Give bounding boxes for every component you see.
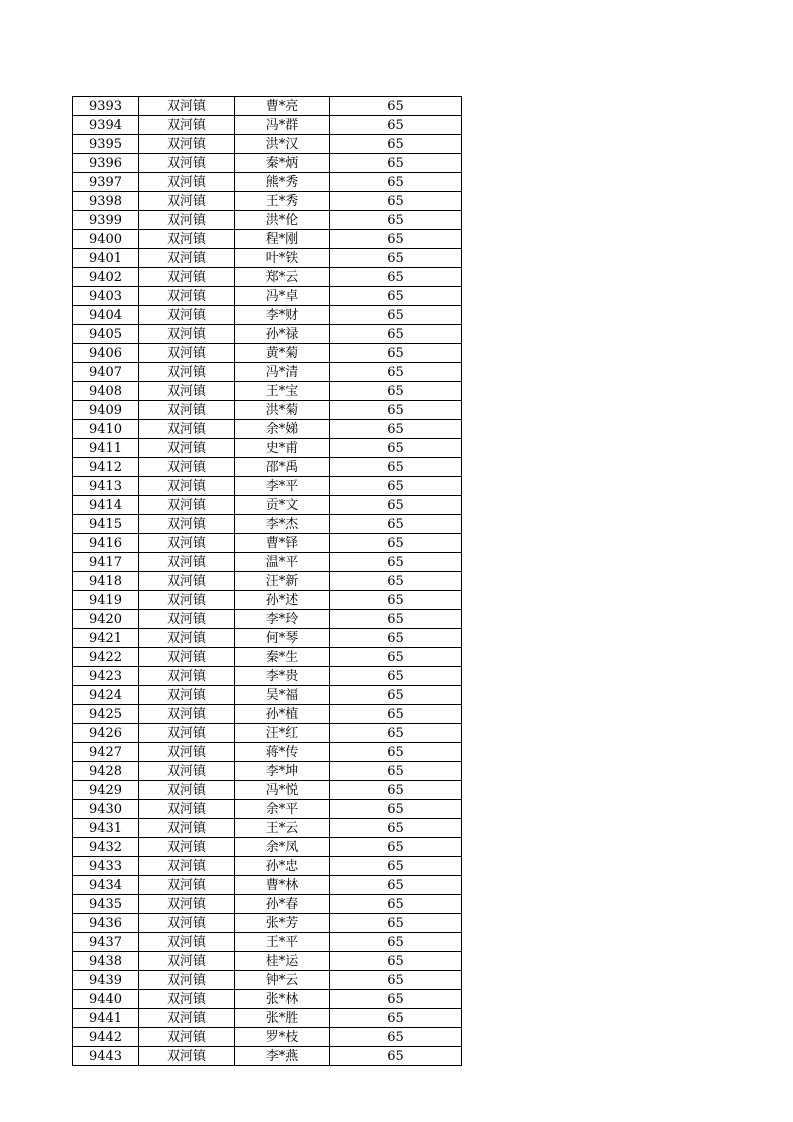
row-id-cell: 9404	[73, 306, 139, 325]
name-cell: 余*平	[235, 800, 330, 819]
name-cell: 邵*禹	[235, 458, 330, 477]
table-row	[73, 344, 462, 363]
town-cell: 双河镇	[139, 363, 235, 382]
name-cell: 孙*述	[235, 591, 330, 610]
name-cell: 秦*炳	[235, 154, 330, 173]
table-row	[73, 192, 462, 211]
amount-cell: 65	[330, 496, 462, 515]
name-cell: 冯*群	[235, 116, 330, 135]
amount-cell: 65	[330, 705, 462, 724]
amount-cell: 65	[330, 553, 462, 572]
row-id-cell: 9409	[73, 401, 139, 420]
table-row	[73, 287, 462, 306]
row-id-cell: 9412	[73, 458, 139, 477]
town-cell: 双河镇	[139, 534, 235, 553]
table-row	[73, 211, 462, 230]
row-id-cell: 9393	[73, 97, 139, 116]
amount-cell: 65	[330, 762, 462, 781]
table-row	[73, 705, 462, 724]
name-cell: 王*秀	[235, 192, 330, 211]
amount-cell: 65	[330, 1047, 462, 1066]
row-id-cell: 9394	[73, 116, 139, 135]
town-cell: 双河镇	[139, 306, 235, 325]
amount-cell: 65	[330, 667, 462, 686]
amount-cell: 65	[330, 800, 462, 819]
town-cell: 双河镇	[139, 610, 235, 629]
town-cell: 双河镇	[139, 800, 235, 819]
name-cell: 李*坤	[235, 762, 330, 781]
row-id-cell: 9437	[73, 933, 139, 952]
town-cell: 双河镇	[139, 990, 235, 1009]
name-cell: 冯*悦	[235, 781, 330, 800]
name-cell: 孙*忠	[235, 857, 330, 876]
row-id-cell: 9427	[73, 743, 139, 762]
amount-cell: 65	[330, 534, 462, 553]
town-cell: 双河镇	[139, 325, 235, 344]
town-cell: 双河镇	[139, 439, 235, 458]
table-row	[73, 97, 462, 116]
row-id-cell: 9426	[73, 724, 139, 743]
amount-cell: 65	[330, 401, 462, 420]
town-cell: 双河镇	[139, 268, 235, 287]
table-row	[73, 1047, 462, 1066]
name-cell: 孙*植	[235, 705, 330, 724]
table-row	[73, 914, 462, 933]
amount-cell: 65	[330, 648, 462, 667]
row-id-cell: 9408	[73, 382, 139, 401]
amount-cell: 65	[330, 743, 462, 762]
amount-cell: 65	[330, 344, 462, 363]
town-cell: 双河镇	[139, 629, 235, 648]
name-cell: 李*财	[235, 306, 330, 325]
amount-cell: 65	[330, 306, 462, 325]
town-cell: 双河镇	[139, 667, 235, 686]
name-cell: 余*娣	[235, 420, 330, 439]
amount-cell: 65	[330, 268, 462, 287]
town-cell: 双河镇	[139, 192, 235, 211]
table-row	[73, 268, 462, 287]
name-cell: 曹*铎	[235, 534, 330, 553]
town-cell: 双河镇	[139, 914, 235, 933]
amount-cell: 65	[330, 249, 462, 268]
table-row	[73, 895, 462, 914]
town-cell: 双河镇	[139, 572, 235, 591]
town-cell: 双河镇	[139, 819, 235, 838]
name-cell: 何*琴	[235, 629, 330, 648]
town-cell: 双河镇	[139, 686, 235, 705]
name-cell: 钟*云	[235, 971, 330, 990]
amount-cell: 65	[330, 287, 462, 306]
name-cell: 洪*汉	[235, 135, 330, 154]
amount-cell: 65	[330, 192, 462, 211]
name-cell: 冯*清	[235, 363, 330, 382]
town-cell: 双河镇	[139, 857, 235, 876]
amount-cell: 65	[330, 572, 462, 591]
name-cell: 罗*枝	[235, 1028, 330, 1047]
town-cell: 双河镇	[139, 952, 235, 971]
table-row	[73, 838, 462, 857]
name-cell: 洪*伦	[235, 211, 330, 230]
table-row	[73, 306, 462, 325]
row-id-cell: 9439	[73, 971, 139, 990]
name-cell: 王*宝	[235, 382, 330, 401]
table-row	[73, 173, 462, 192]
row-id-cell: 9414	[73, 496, 139, 515]
name-cell: 郑*云	[235, 268, 330, 287]
town-cell: 双河镇	[139, 781, 235, 800]
row-id-cell: 9420	[73, 610, 139, 629]
town-cell: 双河镇	[139, 230, 235, 249]
name-cell: 余*凤	[235, 838, 330, 857]
row-id-cell: 9417	[73, 553, 139, 572]
amount-cell: 65	[330, 781, 462, 800]
name-cell: 李*燕	[235, 1047, 330, 1066]
town-cell: 双河镇	[139, 724, 235, 743]
row-id-cell: 9441	[73, 1009, 139, 1028]
table-row	[73, 933, 462, 952]
town-cell: 双河镇	[139, 211, 235, 230]
row-id-cell: 9423	[73, 667, 139, 686]
amount-cell: 65	[330, 686, 462, 705]
row-id-cell: 9434	[73, 876, 139, 895]
amount-cell: 65	[330, 952, 462, 971]
amount-cell: 65	[330, 1028, 462, 1047]
amount-cell: 65	[330, 1009, 462, 1028]
town-cell: 双河镇	[139, 154, 235, 173]
table-row	[73, 743, 462, 762]
town-cell: 双河镇	[139, 553, 235, 572]
row-id-cell: 9422	[73, 648, 139, 667]
table-row	[73, 230, 462, 249]
amount-cell: 65	[330, 420, 462, 439]
name-cell: 叶*铁	[235, 249, 330, 268]
row-id-cell: 9405	[73, 325, 139, 344]
town-cell: 双河镇	[139, 762, 235, 781]
name-cell: 吴*福	[235, 686, 330, 705]
name-cell: 张*林	[235, 990, 330, 1009]
name-cell: 李*贵	[235, 667, 330, 686]
amount-cell: 65	[330, 819, 462, 838]
row-id-cell: 9443	[73, 1047, 139, 1066]
row-id-cell: 9407	[73, 363, 139, 382]
amount-cell: 65	[330, 876, 462, 895]
row-id-cell: 9403	[73, 287, 139, 306]
table-row	[73, 686, 462, 705]
table-row	[73, 154, 462, 173]
table-row	[73, 990, 462, 1009]
row-id-cell: 9395	[73, 135, 139, 154]
table-row	[73, 629, 462, 648]
row-id-cell: 9411	[73, 439, 139, 458]
table-row	[73, 800, 462, 819]
table-row	[73, 781, 462, 800]
town-cell: 双河镇	[139, 287, 235, 306]
town-cell: 双河镇	[139, 173, 235, 192]
table-row	[73, 382, 462, 401]
town-cell: 双河镇	[139, 933, 235, 952]
table-row	[73, 762, 462, 781]
town-cell: 双河镇	[139, 458, 235, 477]
town-cell: 双河镇	[139, 97, 235, 116]
amount-cell: 65	[330, 477, 462, 496]
town-cell: 双河镇	[139, 876, 235, 895]
amount-cell: 65	[330, 325, 462, 344]
row-id-cell: 9438	[73, 952, 139, 971]
name-cell: 孙*春	[235, 895, 330, 914]
row-id-cell: 9413	[73, 477, 139, 496]
amount-cell: 65	[330, 895, 462, 914]
row-id-cell: 9429	[73, 781, 139, 800]
row-id-cell: 9402	[73, 268, 139, 287]
table-row	[73, 496, 462, 515]
table-row	[73, 1009, 462, 1028]
row-id-cell: 9398	[73, 192, 139, 211]
amount-cell: 65	[330, 515, 462, 534]
town-cell: 双河镇	[139, 895, 235, 914]
row-id-cell: 9433	[73, 857, 139, 876]
name-cell: 王*平	[235, 933, 330, 952]
row-id-cell: 9421	[73, 629, 139, 648]
amount-cell: 65	[330, 211, 462, 230]
row-id-cell: 9415	[73, 515, 139, 534]
name-cell: 桂*运	[235, 952, 330, 971]
town-cell: 双河镇	[139, 1047, 235, 1066]
name-cell: 李*玲	[235, 610, 330, 629]
amount-cell: 65	[330, 629, 462, 648]
row-id-cell: 9410	[73, 420, 139, 439]
table-row	[73, 401, 462, 420]
town-cell: 双河镇	[139, 382, 235, 401]
table-row	[73, 876, 462, 895]
row-id-cell: 9400	[73, 230, 139, 249]
amount-cell: 65	[330, 838, 462, 857]
name-cell: 温*平	[235, 553, 330, 572]
town-cell: 双河镇	[139, 1009, 235, 1028]
name-cell: 孙*禄	[235, 325, 330, 344]
table-row	[73, 116, 462, 135]
table-row	[73, 1028, 462, 1047]
name-cell: 张*胜	[235, 1009, 330, 1028]
row-id-cell: 9416	[73, 534, 139, 553]
name-cell: 洪*菊	[235, 401, 330, 420]
amount-cell: 65	[330, 154, 462, 173]
row-id-cell: 9425	[73, 705, 139, 724]
name-cell: 汪*红	[235, 724, 330, 743]
amount-cell: 65	[330, 230, 462, 249]
amount-cell: 65	[330, 857, 462, 876]
name-cell: 冯*卓	[235, 287, 330, 306]
table-row	[73, 477, 462, 496]
table-row	[73, 325, 462, 344]
table-row	[73, 420, 462, 439]
table-body	[73, 97, 462, 1066]
name-cell: 黄*菊	[235, 344, 330, 363]
row-id-cell: 9419	[73, 591, 139, 610]
row-id-cell: 9401	[73, 249, 139, 268]
town-cell: 双河镇	[139, 971, 235, 990]
row-id-cell: 9432	[73, 838, 139, 857]
amount-cell: 65	[330, 363, 462, 382]
town-cell: 双河镇	[139, 1028, 235, 1047]
row-id-cell: 9418	[73, 572, 139, 591]
row-id-cell: 9430	[73, 800, 139, 819]
row-id-cell: 9396	[73, 154, 139, 173]
name-cell: 熊*秀	[235, 173, 330, 192]
name-cell: 程*刚	[235, 230, 330, 249]
table-row	[73, 458, 462, 477]
name-cell: 贡*文	[235, 496, 330, 515]
table-row	[73, 515, 462, 534]
table-row	[73, 667, 462, 686]
name-cell: 王*云	[235, 819, 330, 838]
table-row	[73, 249, 462, 268]
table-row	[73, 648, 462, 667]
amount-cell: 65	[330, 914, 462, 933]
name-cell: 汪*新	[235, 572, 330, 591]
amount-cell: 65	[330, 933, 462, 952]
row-id-cell: 9428	[73, 762, 139, 781]
table-row	[73, 724, 462, 743]
town-cell: 双河镇	[139, 477, 235, 496]
row-id-cell: 9440	[73, 990, 139, 1009]
amount-cell: 65	[330, 990, 462, 1009]
row-id-cell: 9406	[73, 344, 139, 363]
town-cell: 双河镇	[139, 249, 235, 268]
row-id-cell: 9436	[73, 914, 139, 933]
name-cell: 李*杰	[235, 515, 330, 534]
table-row	[73, 553, 462, 572]
amount-cell: 65	[330, 173, 462, 192]
amount-cell: 65	[330, 971, 462, 990]
table-row	[73, 819, 462, 838]
town-cell: 双河镇	[139, 705, 235, 724]
table-row	[73, 591, 462, 610]
name-cell: 李*平	[235, 477, 330, 496]
amount-cell: 65	[330, 439, 462, 458]
row-id-cell: 9424	[73, 686, 139, 705]
row-id-cell: 9399	[73, 211, 139, 230]
name-cell: 曹*亮	[235, 97, 330, 116]
amount-cell: 65	[330, 97, 462, 116]
table-row	[73, 572, 462, 591]
town-cell: 双河镇	[139, 496, 235, 515]
town-cell: 双河镇	[139, 648, 235, 667]
name-cell: 曹*林	[235, 876, 330, 895]
town-cell: 双河镇	[139, 116, 235, 135]
name-cell: 蒋*传	[235, 743, 330, 762]
row-id-cell: 9435	[73, 895, 139, 914]
amount-cell: 65	[330, 458, 462, 477]
table-row	[73, 971, 462, 990]
town-cell: 双河镇	[139, 515, 235, 534]
table-row	[73, 534, 462, 553]
table-row	[73, 135, 462, 154]
town-cell: 双河镇	[139, 838, 235, 857]
row-id-cell: 9397	[73, 173, 139, 192]
town-cell: 双河镇	[139, 344, 235, 363]
amount-cell: 65	[330, 724, 462, 743]
table-row	[73, 952, 462, 971]
table-row	[73, 610, 462, 629]
town-cell: 双河镇	[139, 743, 235, 762]
name-cell: 史*甫	[235, 439, 330, 458]
amount-cell: 65	[330, 591, 462, 610]
name-cell: 秦*生	[235, 648, 330, 667]
town-cell: 双河镇	[139, 401, 235, 420]
town-cell: 双河镇	[139, 135, 235, 154]
table-row	[73, 857, 462, 876]
amount-cell: 65	[330, 135, 462, 154]
data-table	[72, 96, 462, 1066]
amount-cell: 65	[330, 610, 462, 629]
table-row	[73, 439, 462, 458]
name-cell: 张*芳	[235, 914, 330, 933]
row-id-cell: 9442	[73, 1028, 139, 1047]
amount-cell: 65	[330, 116, 462, 135]
table-row	[73, 363, 462, 382]
town-cell: 双河镇	[139, 420, 235, 439]
amount-cell: 65	[330, 382, 462, 401]
town-cell: 双河镇	[139, 591, 235, 610]
row-id-cell: 9431	[73, 819, 139, 838]
